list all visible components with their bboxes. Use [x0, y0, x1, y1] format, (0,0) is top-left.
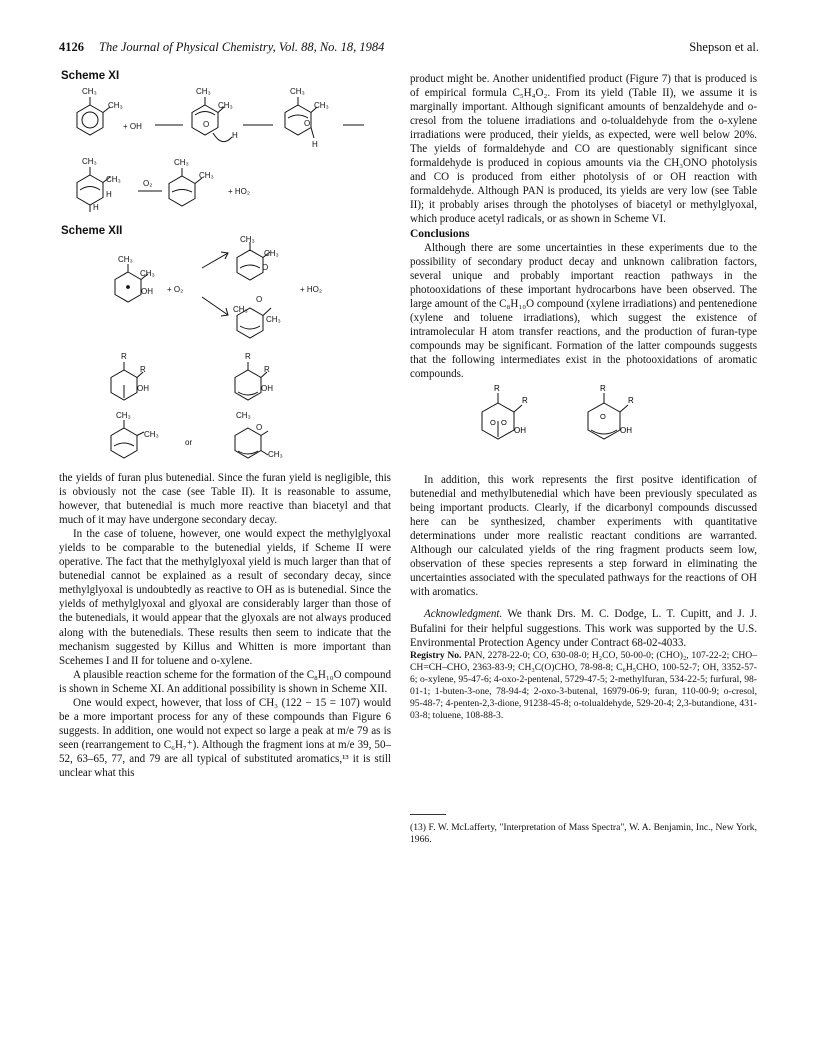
paragraph: Although there are some uncertainties in these experiments due to the possibility of secondary product decay and unknown calibration factors, several unique and probably important reaction pathways in the photooxidations of these important hydrocarbons have been observed. The large amount of the C₈H₁₀O compound (xylene irradiations) and pentenedione (xylene and toluene irradiations), which suggest the existence of intramolecular H atom transfer reactions, and the production of furan-type compounds may be significant. Formation of the latter compounds suggests that the following intermediates exist in the photooxidations of aromatic compounds. — [410, 241, 757, 380]
label-oh: OH — [261, 384, 273, 393]
label-plus-o2: + O₂ — [167, 285, 184, 294]
label-ch3: CH₃ — [266, 315, 281, 324]
label-ch3: CH₃ — [199, 171, 214, 180]
label-ch3: CH₃ — [144, 430, 159, 439]
label-ch3: CH₃ — [314, 101, 329, 110]
label-ch3: CH₃ — [140, 269, 155, 278]
label-ch3: CH₃ — [236, 411, 251, 420]
label-r: R — [628, 396, 634, 406]
page-number: 4126 — [59, 40, 84, 54]
label-oh: OH — [141, 287, 153, 296]
paragraph: One would expect, however, that loss of CH₃ (122 − 15 = 107) would be a more important process for any of these compounds than Figure 6 suggests. In addition, one would not expect so large a peak at m/e 79 as is seen (rearrangement to C₆H₇⁺). Although the fragment ions at m/e 39, 50–52, 63–65, 77, and 79 are all typical of substituted aromatics,¹³ it is still unclear what this — [59, 696, 391, 779]
right-column — [410, 72, 757, 722]
label-o: O — [490, 418, 496, 428]
label-ch3: CH₃ — [290, 87, 305, 96]
label-r: R — [522, 396, 528, 406]
label-ch3: CH₃ — [82, 157, 97, 166]
c8h10o-structure — [169, 168, 202, 206]
label-h: H — [232, 131, 238, 140]
label-ch3: CH₃ — [82, 87, 97, 96]
registry-label: Registry No. — [410, 649, 462, 661]
label-ch3: CH₃ — [108, 101, 123, 110]
journal-citation: The Journal of Physical Chemistry, Vol. 88, No. 18, 1984 — [99, 40, 385, 54]
paragraph: In the case of toluene, however, one would expect the methylglyoxal yields to be comparable to the butenedial yields, if Scheme II were operative. The fact that the methylglyoxal yield is much larger than that of butenedial cannot be explained as a result of secondary decay, since methylglyoxal is undoubtedly as reactive to OH as is butenedial. Since the yields of methylglyoxal and glyoxal are considerably larger than those of the butenedials, it would appear that the glyoxals are not always produced along with the butenedials. These results then seem to indicate that the mechanism suggested by Killus and Whitten is more important than Scehemes I and II for toluene and o-xylene. — [59, 528, 391, 667]
label-oh: OH — [137, 384, 149, 393]
left-column — [59, 471, 391, 780]
label-r: R — [264, 365, 270, 374]
label-r: R — [245, 352, 251, 361]
label-h: H — [106, 190, 112, 199]
label-plus-oh: + OH — [123, 122, 142, 131]
label-h: H — [93, 203, 99, 212]
bicyclic-intermediate-right — [235, 362, 267, 400]
reaction-arrow-up — [202, 253, 228, 268]
label-plus-ho2: + HO₂ — [300, 285, 322, 294]
paragraph: the yields of furan plus butenedial. Since the furan yield is negligible, this is obviously not the case (see Table II). It is reasonable to assume, however, that butenedial is much more reactive than biacetyl and that much of it may have undergone secondary decay. — [59, 472, 391, 527]
label-ch3: CH₃ — [106, 175, 121, 184]
registry-text: PAN, 2278-22-0; CO, 630-08-0; H₂CO, 50-00-0; (CHO)₂, 107-22-2; CHO–CH=CH–CHO, 2363-83-9; CH₃C(O)CHO, 78-98-8; C₆H₅CHO, 100-52-7; OH, 3352-57-6; o-xylene, 95-47-6; 4-oxo-2-pentenal, 5729-47-5; 2-methylfuran, 534-22-5; furfural, 98-01-1; 1-buten-3-one, 78-94-4; 2-oxo-3-butenal, 16979-06-9; furan, 110-00-9; o-cresol, 95-48-7; 4-penten-2,3-dione, 91238-45-8; o-tolualdehyde, 529-20-4; 2,3-butandione, 431-03-8; toluene, 108-88-3. — [410, 649, 757, 722]
label-ch3: CH₃ — [240, 235, 255, 244]
section-heading: Conclusions — [410, 227, 470, 240]
reaction-schemes-figure — [0, 0, 410, 470]
footnote: (13) F. W. McLafferty, "Interpretation of Mass Spectra", W. A. Benjamin, Inc., New York, 1966. — [410, 822, 757, 845]
label-ch3: CH₃ — [218, 101, 233, 110]
label-r: R — [494, 384, 500, 394]
paragraph: In addition, this work represents the first positve identification of butenedial and methylbutenedial which have been previously speculated as being important products. Clearly, if the dicarbonyl compounds discussed here can be synthesized, chamber experiments with quantitative determinations under more realistic reactant conditions are warranted. Although our calculated yields of the ring fragment products seem low, observation of these species represents a step forward in eliminating the uncertainties associated with the speculated pathways for the reactions of OH with aromatics. — [410, 474, 757, 599]
label-o: O — [304, 119, 311, 128]
label-ch3: CH₃ — [264, 249, 279, 258]
paragraph: product might be. Another unidentified product (Figure 7) that is produced is of empirical formula C₅H₄O₂. From its yield (Table II), we assume it is marginally important. Although significant amounts of benzaldehyde and o-cresol from the toluene irradiations and o-tolualdehyde from the o-xylene irradiations were produced, their yields, as expected, were well below 20%. The yields of formaldehyde and CO are questionably significant since formaldehyde is produced in copious amounts via the CH₃ONO photolysis and CO is produced from either photolysis of or OH reaction with formaldehyde. Although PAN is produced, its yields are very low (see Table II); it probably arises through the photolyses of biacetyl or methylglyoxal, which produce acetyl radicals, or as shown in Scheme VI. — [410, 73, 757, 226]
o-xylene-structure — [77, 97, 110, 135]
scheme-xi-label: Scheme XI — [61, 70, 120, 82]
label-o: O — [256, 423, 263, 432]
label-o: O — [262, 263, 269, 272]
label-o: O — [203, 120, 210, 129]
label-ch3: CH₃ — [268, 450, 283, 459]
label-oh: OH — [620, 426, 632, 436]
epoxide-product-top — [237, 242, 270, 280]
label-r: R — [600, 384, 606, 394]
acknowledgment — [410, 607, 757, 649]
label-r: R — [140, 365, 146, 374]
bicyclic-intermediate-left — [111, 362, 143, 400]
scheme-xii-label: Scheme XII — [61, 225, 123, 237]
label-ch3: CH₃ — [233, 305, 248, 314]
registry-numbers — [410, 650, 757, 723]
acknowledgment-text: We thank Drs. M. C. Dodge, L. T. Cupitt, and J. J. Bufalini for their helpful suggestions. This work was supported by the U.S. Environmental Protection Agency under Contract 68-02-4033. — [410, 608, 757, 649]
paragraph: A plausible reaction scheme for the formation of the C₈H₁₀O compound is shown in Scheme XI. An additional possibility is shown in Scheme XII. — [59, 668, 391, 695]
footnote-rule — [410, 814, 446, 815]
methyl-diene-structure — [111, 420, 144, 458]
label-h: H — [312, 140, 318, 149]
intermediates-figure — [410, 381, 757, 473]
label-plus-ho2: + HO₂ — [228, 187, 250, 196]
label-ch3: CH₃ — [118, 255, 133, 264]
label-or: or — [185, 438, 193, 447]
label-ch3: CH₃ — [116, 411, 131, 420]
label-o: O — [501, 418, 507, 428]
label-ch3: CH₃ — [174, 158, 189, 167]
label-o2: O₂ — [143, 179, 153, 188]
label-o: O — [256, 295, 263, 304]
label-oh: OH — [514, 426, 526, 436]
acknowledgment-label: Acknowledgment. — [424, 608, 503, 621]
running-authors: Shepson et al. — [689, 40, 759, 54]
label-ch3: CH₃ — [196, 87, 211, 96]
reaction-arrow-down — [202, 297, 228, 315]
peroxy-adduct-structure — [285, 97, 317, 138]
ketone-diene-structure — [235, 428, 268, 458]
label-o: O — [600, 412, 606, 422]
label-r: R — [121, 352, 127, 361]
